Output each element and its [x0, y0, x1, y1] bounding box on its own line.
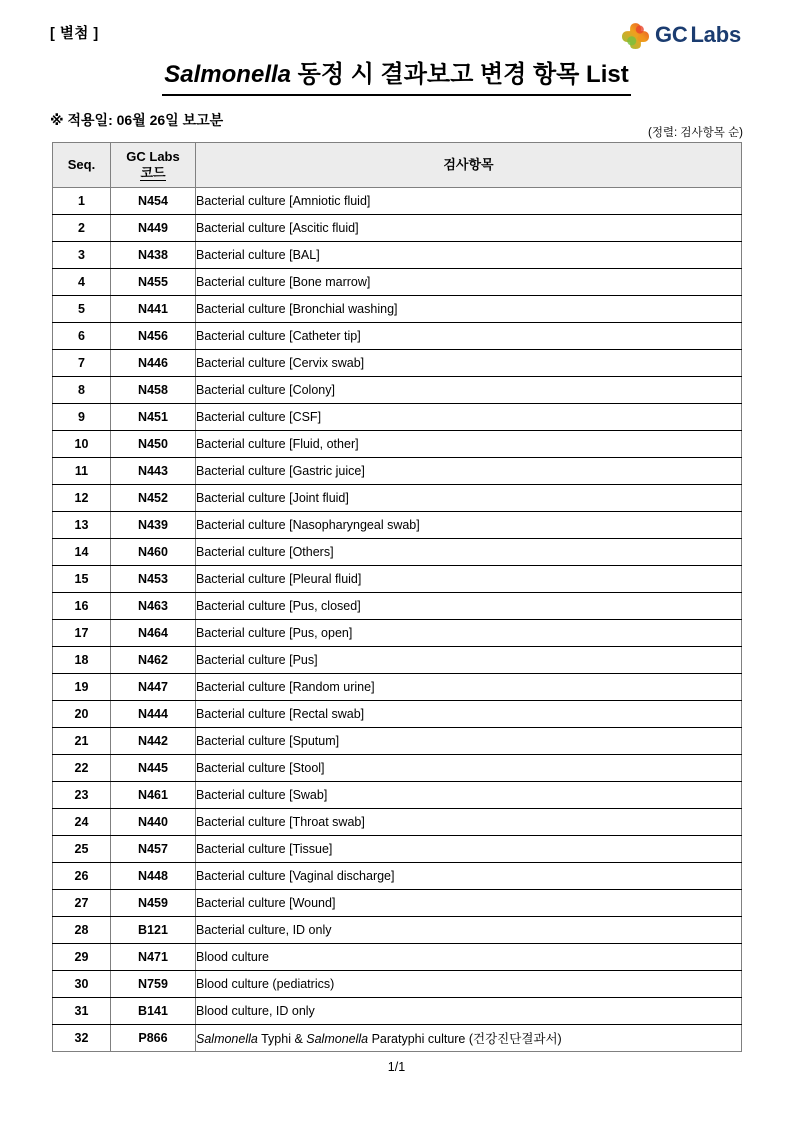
- cell-gc-labs-code: N460: [111, 539, 196, 566]
- cell-seq: 26: [53, 863, 111, 890]
- table-row: [53, 593, 742, 620]
- cell-gc-labs-code: N444: [111, 701, 196, 728]
- table-row: [53, 350, 742, 377]
- table-row: [53, 512, 742, 539]
- cell-test-item: Bacterial culture [Swab]: [196, 782, 742, 809]
- cell-test-item: Bacterial culture [Pus, closed]: [196, 593, 742, 620]
- gc-labs-logo: [622, 20, 741, 50]
- cell-test-item: Bacterial culture [Pus]: [196, 647, 742, 674]
- attachment-tag: [ 별첨 ]: [50, 26, 99, 42]
- table-row: [53, 890, 742, 917]
- cell-gc-labs-code: N458: [111, 377, 196, 404]
- cell-seq: 28: [53, 917, 111, 944]
- table-row: [53, 836, 742, 863]
- table-row: [53, 296, 742, 323]
- apply-date-label: ※ 적용일: 06월 26일 보고분: [50, 112, 224, 128]
- cell-seq: 18: [53, 647, 111, 674]
- cell-seq: 16: [53, 593, 111, 620]
- cell-gc-labs-code: N471: [111, 944, 196, 971]
- cell-gc-labs-code: N461: [111, 782, 196, 809]
- table-row: [53, 458, 742, 485]
- cell-seq: 23: [53, 782, 111, 809]
- cell-seq: 31: [53, 998, 111, 1025]
- cell-seq: 22: [53, 755, 111, 782]
- table-row: [53, 485, 742, 512]
- cell-test-item: Blood culture, ID only: [196, 998, 742, 1025]
- table-row: [53, 755, 742, 782]
- cell-gc-labs-code: N454: [111, 188, 196, 215]
- cell-seq: 30: [53, 971, 111, 998]
- cell-seq: 7: [53, 350, 111, 377]
- cell-test-item: Bacterial culture [Others]: [196, 539, 742, 566]
- test-item-table-wrapper: [52, 142, 741, 1052]
- cell-seq: 21: [53, 728, 111, 755]
- gc-labs-logo-text: [655, 24, 741, 46]
- table-row: [53, 971, 742, 998]
- cell-seq: 2: [53, 215, 111, 242]
- table-row: [53, 1025, 742, 1052]
- page-title-underline: [162, 58, 630, 96]
- cell-test-item: Bacterial culture [Rectal swab]: [196, 701, 742, 728]
- cell-seq: 15: [53, 566, 111, 593]
- document-header: [0, 0, 793, 58]
- cell-gc-labs-code: N455: [111, 269, 196, 296]
- cell-seq: 13: [53, 512, 111, 539]
- cell-gc-labs-code: N453: [111, 566, 196, 593]
- column-header-code-line2: 코드: [140, 165, 166, 180]
- cell-gc-labs-code: N462: [111, 647, 196, 674]
- cell-gc-labs-code: N446: [111, 350, 196, 377]
- cell-gc-labs-code: B141: [111, 998, 196, 1025]
- species-italic: Salmonella: [196, 1032, 258, 1046]
- table-row: [53, 944, 742, 971]
- cell-test-item: Bacterial culture [Wound]: [196, 890, 742, 917]
- cell-seq: 5: [53, 296, 111, 323]
- cell-test-item: Blood culture (pediatrics): [196, 971, 742, 998]
- table-row: [53, 188, 742, 215]
- table-row: [53, 431, 742, 458]
- cell-gc-labs-code: N440: [111, 809, 196, 836]
- table-row: [53, 782, 742, 809]
- page-title-rest: 동정 시 결과보고 변경 항목 List: [291, 61, 629, 88]
- table-row: [53, 566, 742, 593]
- cell-test-item: Bacterial culture [Colony]: [196, 377, 742, 404]
- cell-seq: 24: [53, 809, 111, 836]
- table-row: [53, 674, 742, 701]
- cell-gc-labs-code: N447: [111, 674, 196, 701]
- cell-gc-labs-code: N759: [111, 971, 196, 998]
- table-row: [53, 701, 742, 728]
- cell-seq: 12: [53, 485, 111, 512]
- table-body: [53, 188, 742, 1052]
- column-header-code-line1: GC Labs: [126, 149, 180, 164]
- column-header-test-item: 검사항목: [196, 143, 742, 188]
- table-row: [53, 863, 742, 890]
- cell-test-item: Bacterial culture [Cervix swab]: [196, 350, 742, 377]
- cell-test-item: Blood culture: [196, 944, 742, 971]
- table-row: [53, 998, 742, 1025]
- cell-seq: 29: [53, 944, 111, 971]
- gc-labs-flower-logo-icon: [622, 22, 649, 49]
- table-row: [53, 647, 742, 674]
- cell-seq: 17: [53, 620, 111, 647]
- cell-gc-labs-code: N439: [111, 512, 196, 539]
- cell-test-item: Bacterial culture [Random urine]: [196, 674, 742, 701]
- cell-test-item: Bacterial culture [Sputum]: [196, 728, 742, 755]
- cell-gc-labs-code: N464: [111, 620, 196, 647]
- cell-gc-labs-code: N438: [111, 242, 196, 269]
- cell-seq: 8: [53, 377, 111, 404]
- cell-seq: 4: [53, 269, 111, 296]
- item-text: Typhi &: [257, 1032, 307, 1046]
- cell-test-item: Bacterial culture [Nasopharyngeal swab]: [196, 512, 742, 539]
- table-row: [53, 269, 742, 296]
- cell-test-item: Bacterial culture [Bronchial washing]: [196, 296, 742, 323]
- cell-gc-labs-code: N450: [111, 431, 196, 458]
- cell-seq: 1: [53, 188, 111, 215]
- cell-gc-labs-code: N452: [111, 485, 196, 512]
- cell-test-item: Bacterial culture, ID only: [196, 917, 742, 944]
- cell-gc-labs-code: N449: [111, 215, 196, 242]
- cell-test-item: Bacterial culture [CSF]: [196, 404, 742, 431]
- cell-gc-labs-code: N445: [111, 755, 196, 782]
- cell-gc-labs-code: N443: [111, 458, 196, 485]
- cell-test-item: Bacterial culture [Vaginal discharge]: [196, 863, 742, 890]
- table-header: [53, 143, 742, 188]
- table-row: [53, 917, 742, 944]
- column-header-gc-labs-code: [111, 143, 196, 188]
- cell-test-item: Bacterial culture [Ascitic fluid]: [196, 215, 742, 242]
- cell-gc-labs-code: N459: [111, 890, 196, 917]
- column-header-seq: Seq.: [53, 143, 111, 188]
- table-row: [53, 539, 742, 566]
- table-row: [53, 404, 742, 431]
- table-row: [53, 377, 742, 404]
- cell-test-item: Bacterial culture [Pleural fluid]: [196, 566, 742, 593]
- cell-test-item: Bacterial culture [Fluid, other]: [196, 431, 742, 458]
- table-header-row: [53, 143, 742, 188]
- cell-seq: 27: [53, 890, 111, 917]
- cell-test-item: Bacterial culture [BAL]: [196, 242, 742, 269]
- cell-test-item: Bacterial culture [Gastric juice]: [196, 458, 742, 485]
- cell-test-item: Bacterial culture [Catheter tip]: [196, 323, 742, 350]
- table-row: [53, 728, 742, 755]
- logo-text-gc: GC: [655, 22, 688, 47]
- subtitle-row: [50, 110, 743, 142]
- cell-test-item: Bacterial culture [Joint fluid]: [196, 485, 742, 512]
- page-number-footer: 1/1: [387, 1060, 406, 1074]
- table-row: [53, 242, 742, 269]
- cell-seq: 6: [53, 323, 111, 350]
- cell-gc-labs-code: N441: [111, 296, 196, 323]
- item-text: Paratyphi culture (건강진단결과서): [368, 1032, 562, 1046]
- cell-gc-labs-code: N456: [111, 323, 196, 350]
- cell-seq: 19: [53, 674, 111, 701]
- cell-test-item: Bacterial culture [Bone marrow]: [196, 269, 742, 296]
- cell-seq: 14: [53, 539, 111, 566]
- cell-test-item: Bacterial culture [Tissue]: [196, 836, 742, 863]
- table-row: [53, 323, 742, 350]
- test-item-table: [52, 142, 742, 1052]
- cell-gc-labs-code: P866: [111, 1025, 196, 1052]
- cell-seq: 10: [53, 431, 111, 458]
- table-row: [53, 620, 742, 647]
- cell-test-item: [196, 1025, 742, 1052]
- cell-seq: 3: [53, 242, 111, 269]
- cell-seq: 11: [53, 458, 111, 485]
- cell-test-item: Bacterial culture [Amniotic fluid]: [196, 188, 742, 215]
- species-italic: Salmonella: [306, 1032, 369, 1046]
- cell-gc-labs-code: N457: [111, 836, 196, 863]
- table-row: [53, 215, 742, 242]
- cell-test-item: Bacterial culture [Stool]: [196, 755, 742, 782]
- cell-seq: 9: [53, 404, 111, 431]
- page-title-species: Salmonella: [164, 61, 291, 88]
- cell-seq: 20: [53, 701, 111, 728]
- cell-gc-labs-code: N442: [111, 728, 196, 755]
- cell-gc-labs-code: N463: [111, 593, 196, 620]
- table-row: [53, 809, 742, 836]
- cell-gc-labs-code: N448: [111, 863, 196, 890]
- cell-seq: 32: [53, 1025, 111, 1052]
- sort-order-note: (정렬: 검사항목 순): [647, 127, 743, 139]
- logo-text-labs: Labs: [690, 22, 741, 47]
- cell-gc-labs-code: B121: [111, 917, 196, 944]
- cell-seq: 25: [53, 836, 111, 863]
- cell-test-item: Bacterial culture [Throat swab]: [196, 809, 742, 836]
- cell-gc-labs-code: N451: [111, 404, 196, 431]
- page-title: [0, 58, 793, 96]
- cell-test-item: Bacterial culture [Pus, open]: [196, 620, 742, 647]
